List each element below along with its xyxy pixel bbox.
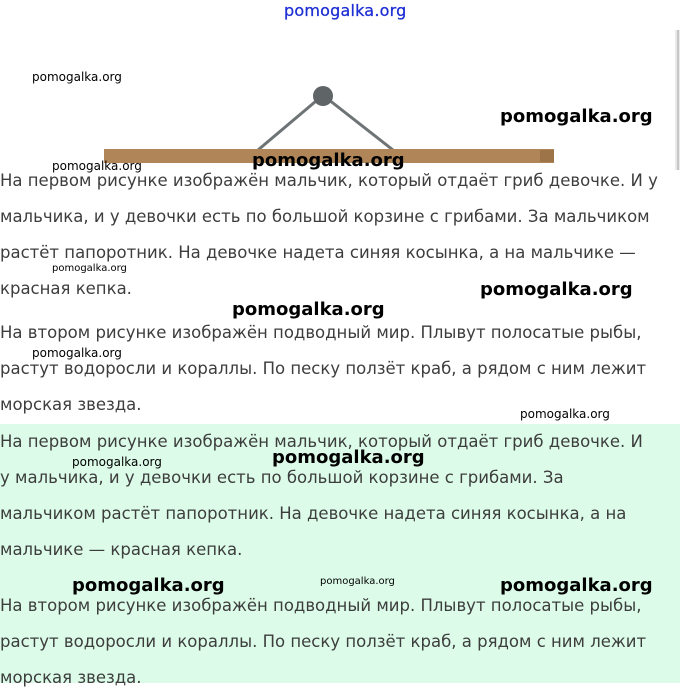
text-line: у мальчика, и у девочки есть по большой корзине с грибами. За — [0, 468, 564, 487]
watermark: pomogalka.org — [32, 346, 122, 360]
watermark: pomogalka.org — [32, 70, 122, 84]
text-line: морская звезда. — [0, 395, 142, 414]
text-line: На втором рисунке изображён подводный мир. Плывут полосатые рыбы, — [0, 596, 642, 615]
shelf-edge — [540, 150, 554, 162]
text-line: растёт папоротник. На девочке надета синяя косынка, а на мальчике — — [0, 243, 636, 262]
watermark: pomogalka.org — [52, 263, 127, 274]
watermark: pomogalka.org — [272, 447, 425, 468]
text-line: мальчике — красная кепка. — [0, 540, 243, 559]
text-line: На первом рисунке изображён мальчик, который отдаёт гриб девочке. И у — [0, 171, 658, 190]
text-line: красная кепка. — [0, 279, 132, 298]
text-line: растут водоросли и кораллы. По песку ползёт краб, а рядом с ним лежит — [0, 632, 647, 651]
text-line: мальчиком растёт папоротник. На девочке надета синяя косынка, а на — [0, 504, 627, 523]
pendulum-ball — [313, 86, 333, 106]
pendulum-string-left — [258, 96, 322, 150]
watermark: pomogalka.org — [232, 299, 385, 320]
watermark: pomogalka.org — [72, 455, 162, 469]
text-line: На втором рисунке изображён подводный мир. Плывут полосатые рыбы, — [0, 323, 642, 342]
watermark: pomogalka.org — [480, 279, 633, 300]
text-line: На первом рисунке изображён мальчик, который отдаёт гриб девочке. И — [0, 432, 643, 451]
watermark: pomogalka.org — [500, 106, 653, 127]
text-line: растут водоросли и кораллы. По песку ползёт краб, а рядом с ним лежит — [0, 359, 647, 378]
illustration-fragment — [0, 0, 680, 170]
watermark: pomogalka.org — [252, 150, 405, 171]
text-line: морская звезда. — [0, 668, 142, 687]
watermark: pomogalka.org — [320, 576, 395, 587]
site-link[interactable]: pomogalka.org — [284, 1, 407, 20]
answer-paragraph-2 — [0, 588, 672, 696]
watermark: pomogalka.org — [72, 575, 225, 596]
watermark: pomogalka.org — [520, 407, 610, 421]
watermark: pomogalka.org — [500, 575, 653, 596]
text-line: мальчика, и у девочки есть по большой корзине с грибами. За мальчиком — [0, 207, 650, 226]
answer-paragraph-1 — [0, 424, 672, 568]
scrollbar-thumb[interactable] — [677, 30, 679, 170]
pendulum-string-right — [324, 96, 393, 150]
watermark: pomogalka.org — [52, 159, 142, 173]
